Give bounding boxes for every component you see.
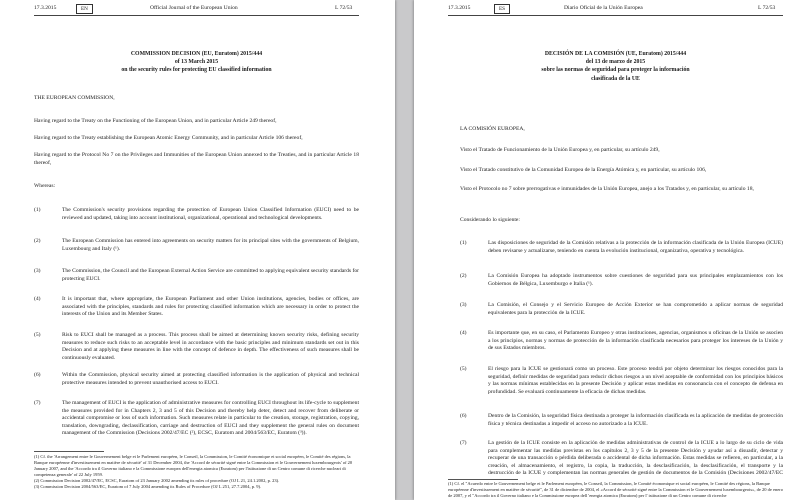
footnote: (3) Commission Decision 2004/563/EC, Euratom of 7 July 2004 amending its Rules of Procedure (OJ L 251, 27.7.2004, p. 9). xyxy=(34,484,262,489)
recital-number: (2) xyxy=(34,238,41,244)
recital-text: La Comisión, el Consejo y el Servicio Europeo de Acción Exterior se han comprometido a aplicar normas de seguridad equivalentes para la protección de la ICUE. xyxy=(488,302,783,316)
footnote: (2) Commission Decision 2002/47/EC, ECSC, Euratom of 23 January 2002 amending its rules of procedure (OJ L 21, 24.1.2002, p. 23). xyxy=(34,478,280,483)
citation: Visto el Tratado de Funcionamiento de la Unión Europea y, en particular, su artículo 249, xyxy=(460,147,660,153)
recital-number: (3) xyxy=(460,302,467,308)
page-reference: L 72/53 xyxy=(335,5,353,11)
footnote: (1) Cf. el "Acuerdo entre le Gouvernement belge et le Parlement européen, le Conseil, la Commission, le Comité économique et social européen, le Comité des régions, la Banque européenne d'investissement en matière de sécurité", de 31 de diciembre de 2004, el «Accord de sécurité signé entre la Commission et le Gouvernement luxembourgeois», de 20 de enero de 2007, y el "Accordo tra il Governo italiano e la Commissione europea dell 'energia atomica (Euratom) per l' istituzione di un Centro comune di ricerche xyxy=(448,481,783,498)
title-line-2: of 13 March 2015 xyxy=(174,59,219,66)
recital-text: Within the Commission, physical security aimed at protecting classified information is the application of physical and technical protective measures intended to prevent unauthorised access to EUCI. xyxy=(62,372,359,386)
footnote: (1) Cf. the 'Arrangement entre le Gouvernement belge et le Parlement européen, le Conseil, la Commission, le Comité économique et social européen, le Comité des régions, la Banque européenne d'investissement en matière de sécurité' of 31 December 2004, the 'Accord de sécurité signé entre la Commission et le Gouvernement luxembourgeois' of 20 January 2007, and the 'Accordo tra il Governo italiano e la Commissione europea dell'energia atomica (Euratom) per l'istituzione di un Centro comune di ricerche nucleari di competenza generale' of 22 July 1959. xyxy=(34,454,353,477)
recital-text: Risk to EUCI shall be managed as a process. This process shall be aimed at determining known security risks, defining security measures to reduce such risks to an acceptable level in accordance with the basic principles and minimum standards set out in this Decision and at applying these measures in line with the concept of defence in depth. The effectiveness of such measures shall be continuously evaluated. xyxy=(62,332,359,361)
recital-text: It is important that, where appropriate, the European Parliament and other Union institutions, agencies, bodies or offices, are associated with the principles, standards and rules for protecting classified information which are necessary in order to protect the interests of the Union and its Member States. xyxy=(62,296,359,318)
decision-title xyxy=(34,50,359,75)
title-line-1: COMMISSION DECISION (EU, Euratom) 2015/444 xyxy=(130,51,263,57)
recital-number: (6) xyxy=(460,413,467,419)
recital-text: Las disposiciones de seguridad de la Comisión relativas a la protección de la información clasificada de la Unión Europea (ICUE) deben revisarse y actualizarse, teniendo en cuenta la evolución institucional, organizativa, operativa y tecnológica. xyxy=(488,240,783,254)
recital-text: The management of EUCI is the application of administrative measures for controlling EUCI throughout its life-cycle to supplement the measures provided for in Chapters 2, 3 and 5 of this Decision and thereby help deter, detect and recover from deliberate or accidental compromise or loss of such information. Such measures relate in particular to the creation, storage, registration, copying, translation, downgrading, declassification, carriage and destruction of EUCI and they supplement the general rules on document management of the Commission (Decisions 2002/47/EC (²), ECSC, Euratom and 2004/563/EC, Euratom (³)). xyxy=(62,400,359,437)
recital-text: La gestión de la ICUE consiste en la aplicación de medidas administrativas de control de la ICUE a lo largo de su ciclo de vida para complementar las medidas previstas en los capítulos 2, 3 y 5 de la presente Decisión y ayudar así a disuadir, detectar y recuperar de una transacción o pérdida deliberada o accidental de dicha información. Estas medidas se refieren, en particular, a la creación, el almacenamiento, el registro, la copia, la traducción, la desclasificación, la desclasificación, el transporte y la destrucción de la ICUE y complementan las normas generales de gestión de documentos de la Comisión (Decisiones 2002/47/EC xyxy=(488,440,783,476)
citation: Having regard to the Treaty establishing the European Atomic Energy Community, and in particular Article 106 thereof, xyxy=(34,135,303,141)
whereas-heading: Whereas: xyxy=(34,183,56,189)
citation: Having regard to the Protocol No 7 on the Privileges and Immunities of the European Union annexed to the Treaties, and in particular Article 18 thereof, xyxy=(34,152,359,166)
citation: Visto el Protocolo no 7 sobre prerrogativas e inmunidades de la Unión Europea, anejo a los Tratados y, en particular, su artículo 18, xyxy=(460,186,754,192)
language-badge: EN xyxy=(76,4,93,14)
header-date: 17.3.2015 xyxy=(34,5,57,11)
language-badge: ES xyxy=(494,4,510,14)
recital-number: (4) xyxy=(34,296,41,302)
whereas-heading: Considerando lo siguiente: xyxy=(460,217,520,223)
recital-number: (2) xyxy=(460,273,467,279)
journal-title: Diario Oficial de la Unión Europea xyxy=(564,5,643,11)
page-spanish xyxy=(414,0,800,500)
recital-number: (7) xyxy=(34,400,41,406)
recital-text: La Comisión Europea ha adoptado instrumentos sobre cuestiones de seguridad para sus principales emplazamientos con los Gobiernos de Bélgica, Luxemburgo e Italia (¹). xyxy=(488,273,783,287)
title-line-3: on the security rules for protecting EU classified information xyxy=(121,67,272,74)
recital-text: The Commission, the Council and the European External Action Service are committed to applying equivalent security standards for protecting EUCI. xyxy=(62,268,360,282)
recital-number: (1) xyxy=(34,207,41,213)
citation: Having regard to the Treaty on the Functioning of the European Union, and in particular Article 249 thereof, xyxy=(34,118,277,124)
title-line-1: DECISIÓN DE LA COMISIÓN (UE, Euratom) 2015/444 xyxy=(544,51,687,57)
commission-heading: THE EUROPEAN COMMISSION, xyxy=(34,95,115,101)
citation: Visto el Tratado constitutivo de la Comunidad Europea de la Energía Atómica y, en particular, su artículo 106, xyxy=(460,167,707,173)
footnote-rule xyxy=(34,451,104,452)
commission-heading: LA COMISIÓN EUROPEA, xyxy=(460,126,525,132)
recital-text: Es importante que, en su caso, el Parlamento Europeo y otras instituciones, agencias, organismos u oficinas de la Unión se asocien a los principios, normas y normas de protección de la información clasificada necesarios para proteger los intereses de la Unión y de sus Estados miembros. xyxy=(488,330,783,352)
footnote-rule xyxy=(448,479,518,480)
recital-number: (5) xyxy=(34,332,41,338)
recital-text: El riesgo para la ICUE se gestionará como un proceso. Este proceso tendrá por objeto determinar los riesgos conocidos para la seguridad, definir medidas de seguridad para reducir dichos riesgos a un nivel aceptable de conformidad con los principios básicos y las normas mínimas establecidas en la presente Decisión y aplicar estas medidas en consonancia con el concepto de defensa en profundidad. Se evaluará continuamente la eficacia de dichas medidas. xyxy=(488,366,783,395)
recital-number: (4) xyxy=(460,330,467,336)
page-english xyxy=(0,0,395,500)
header-rule xyxy=(448,15,783,16)
title-line-3: sobre las normas de seguridad para proteger la información xyxy=(541,67,690,74)
recital-text: The Commission's security provisions regarding the protection of European Union Classified Information (EUCI) need to be reviewed and updated, taking into account institutional, organizational, operational and technological developments. xyxy=(62,207,359,221)
recital-number: (6) xyxy=(34,372,41,378)
page-reference: L 72/53 xyxy=(758,5,776,11)
journal-title: Official Journal of the European Union xyxy=(150,5,238,11)
footnotes xyxy=(448,481,783,500)
title-line-2: del 13 de marzo de 2015 xyxy=(585,59,646,66)
title-line-4: clasificada de la UE xyxy=(591,75,640,82)
recital-text: Dentro de la Comisión, la seguridad física destinada a proteger la información clasificada es la aplicación de medidas de protección física y técnica destinadas a impedir el acceso no autorizado a la ICUE. xyxy=(488,413,783,427)
recital-number: (7) xyxy=(460,440,467,446)
recital-text: The European Commission has entered into agreements on security matters for its principal sites with the governments of Belgium, Luxembourg and Italy (¹). xyxy=(62,238,359,252)
decision-title xyxy=(448,50,783,83)
recital-number: (5) xyxy=(460,366,467,372)
recital-number: (3) xyxy=(34,268,41,274)
header-date: 17.3.2015 xyxy=(448,5,471,11)
footnotes xyxy=(34,454,359,490)
header-rule xyxy=(34,15,359,16)
recital-number: (1) xyxy=(460,240,467,246)
